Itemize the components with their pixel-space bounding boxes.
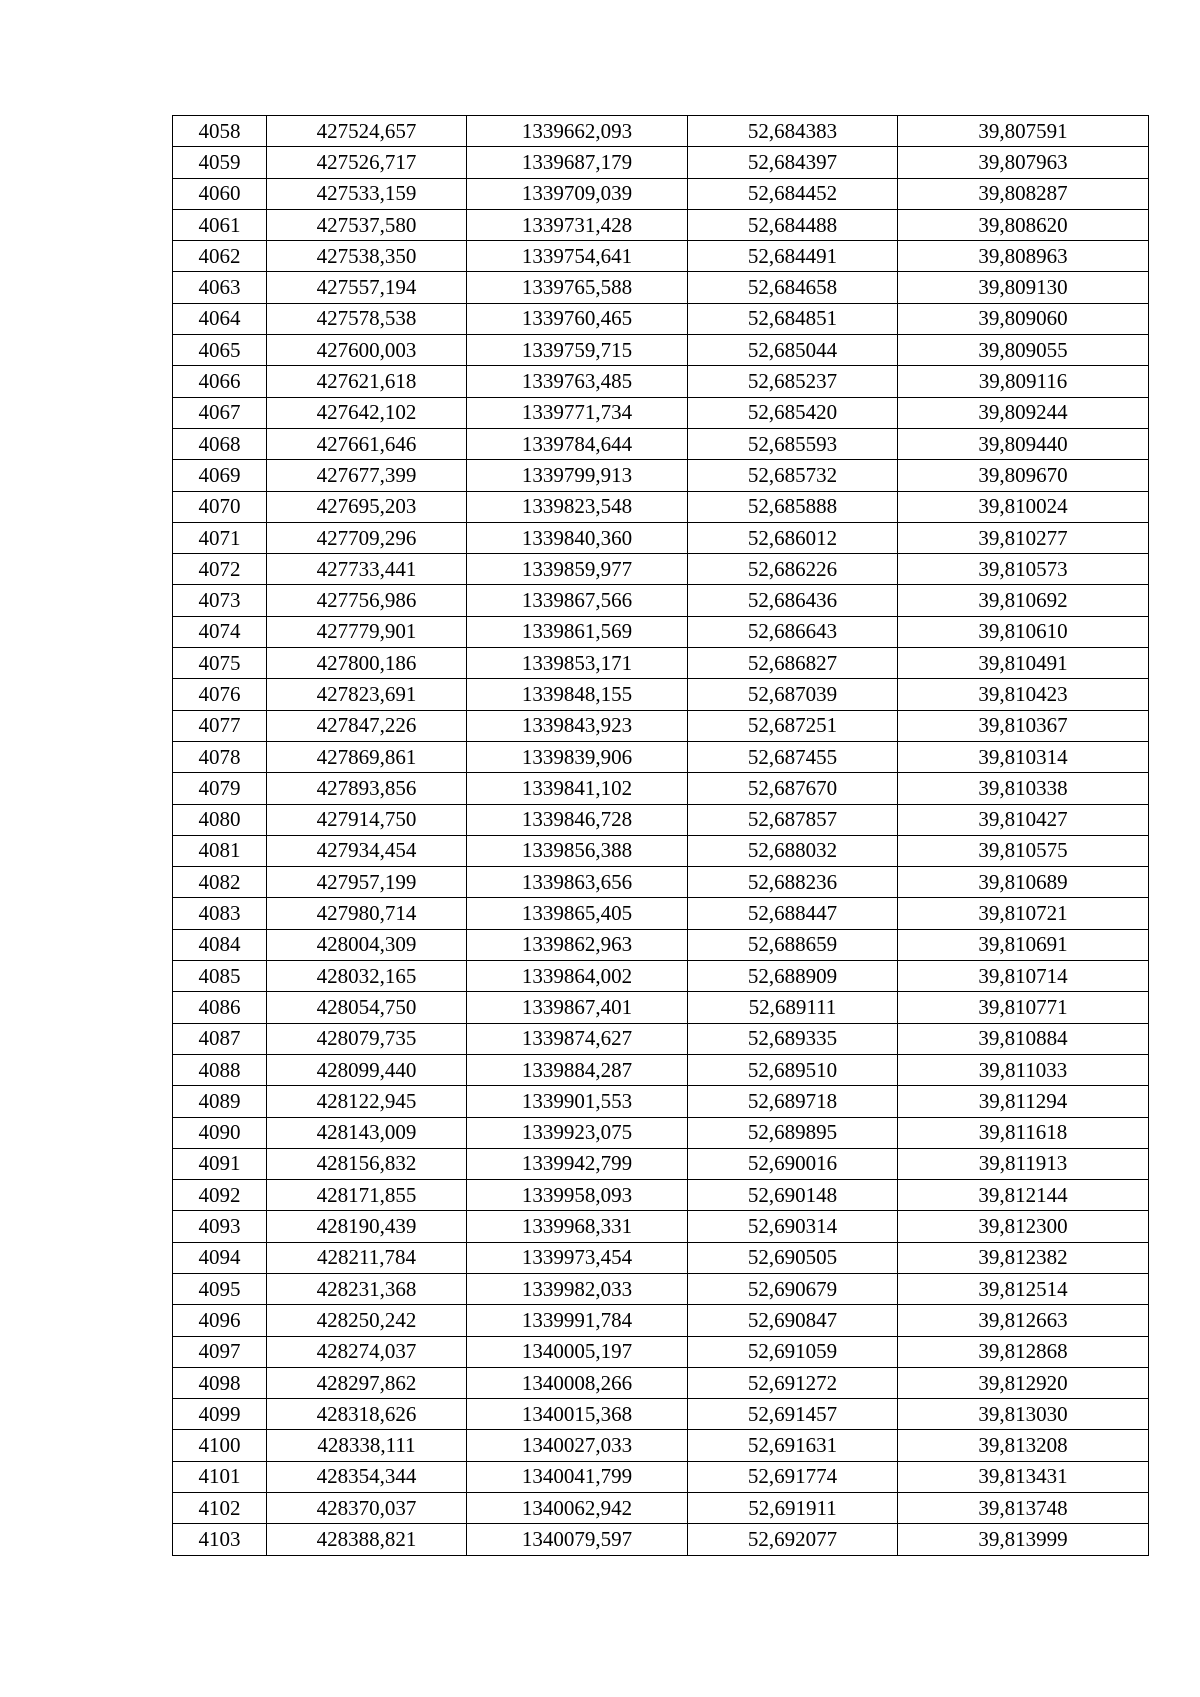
y-coordinate-cell: 1339731,428 — [467, 209, 688, 240]
point-number-cell: 4080 — [173, 804, 267, 835]
point-number-cell: 4060 — [173, 178, 267, 209]
table-row — [173, 522, 1149, 553]
x-coordinate-cell: 427578,538 — [267, 303, 467, 334]
point-number-cell: 4096 — [173, 1305, 267, 1336]
point-number-cell: 4102 — [173, 1493, 267, 1524]
longitude-cell: 39,810692 — [898, 585, 1149, 616]
x-coordinate-cell: 427893,856 — [267, 773, 467, 804]
latitude-cell: 52,691457 — [688, 1399, 898, 1430]
longitude-cell: 39,812663 — [898, 1305, 1149, 1336]
latitude-cell: 52,690148 — [688, 1180, 898, 1211]
latitude-cell: 52,688236 — [688, 867, 898, 898]
x-coordinate-cell: 428354,344 — [267, 1461, 467, 1492]
latitude-cell: 52,692077 — [688, 1524, 898, 1555]
table-row — [173, 209, 1149, 240]
latitude-cell: 52,685420 — [688, 397, 898, 428]
x-coordinate-cell: 427642,102 — [267, 397, 467, 428]
longitude-cell: 39,811033 — [898, 1054, 1149, 1085]
y-coordinate-cell: 1339856,388 — [467, 835, 688, 866]
latitude-cell: 52,689111 — [688, 992, 898, 1023]
latitude-cell: 52,684452 — [688, 178, 898, 209]
x-coordinate-cell: 427957,199 — [267, 867, 467, 898]
longitude-cell: 39,810714 — [898, 961, 1149, 992]
y-coordinate-cell: 1339864,002 — [467, 961, 688, 992]
longitude-cell: 39,810691 — [898, 929, 1149, 960]
latitude-cell: 52,688909 — [688, 961, 898, 992]
y-coordinate-cell: 1339884,287 — [467, 1054, 688, 1085]
point-number-cell: 4077 — [173, 710, 267, 741]
y-coordinate-cell: 1339942,799 — [467, 1148, 688, 1179]
longitude-cell: 39,810721 — [898, 898, 1149, 929]
point-number-cell: 4079 — [173, 773, 267, 804]
table-row — [173, 1367, 1149, 1398]
latitude-cell: 52,684658 — [688, 272, 898, 303]
y-coordinate-cell: 1339862,963 — [467, 929, 688, 960]
y-coordinate-cell: 1340079,597 — [467, 1524, 688, 1555]
x-coordinate-cell: 428338,111 — [267, 1430, 467, 1461]
x-coordinate-cell: 428156,832 — [267, 1148, 467, 1179]
longitude-cell: 39,809130 — [898, 272, 1149, 303]
y-coordinate-cell: 1339771,734 — [467, 397, 688, 428]
latitude-cell: 52,685888 — [688, 491, 898, 522]
latitude-cell: 52,691774 — [688, 1461, 898, 1492]
table-row — [173, 1273, 1149, 1304]
table-row — [173, 585, 1149, 616]
point-number-cell: 4071 — [173, 522, 267, 553]
y-coordinate-cell: 1339760,465 — [467, 303, 688, 334]
x-coordinate-cell: 427524,657 — [267, 116, 467, 147]
latitude-cell: 52,684851 — [688, 303, 898, 334]
x-coordinate-cell: 428143,009 — [267, 1117, 467, 1148]
latitude-cell: 52,686827 — [688, 648, 898, 679]
longitude-cell: 39,810575 — [898, 835, 1149, 866]
longitude-cell: 39,810277 — [898, 522, 1149, 553]
point-number-cell: 4065 — [173, 335, 267, 366]
point-number-cell: 4087 — [173, 1023, 267, 1054]
table-row — [173, 835, 1149, 866]
table-row — [173, 804, 1149, 835]
y-coordinate-cell: 1339901,553 — [467, 1086, 688, 1117]
longitude-cell: 39,810367 — [898, 710, 1149, 741]
y-coordinate-cell: 1339973,454 — [467, 1242, 688, 1273]
longitude-cell: 39,813030 — [898, 1399, 1149, 1430]
table-row — [173, 961, 1149, 992]
point-number-cell: 4099 — [173, 1399, 267, 1430]
latitude-cell: 52,689718 — [688, 1086, 898, 1117]
table-row — [173, 1180, 1149, 1211]
longitude-cell: 39,809244 — [898, 397, 1149, 428]
longitude-cell: 39,810573 — [898, 554, 1149, 585]
point-number-cell: 4072 — [173, 554, 267, 585]
x-coordinate-cell: 428054,750 — [267, 992, 467, 1023]
coordinates-table — [172, 115, 1149, 1556]
point-number-cell: 4090 — [173, 1117, 267, 1148]
longitude-cell: 39,809055 — [898, 335, 1149, 366]
latitude-cell: 52,684488 — [688, 209, 898, 240]
y-coordinate-cell: 1339991,784 — [467, 1305, 688, 1336]
point-number-cell: 4073 — [173, 585, 267, 616]
point-number-cell: 4064 — [173, 303, 267, 334]
latitude-cell: 52,684491 — [688, 241, 898, 272]
x-coordinate-cell: 428388,821 — [267, 1524, 467, 1555]
point-number-cell: 4095 — [173, 1273, 267, 1304]
y-coordinate-cell: 1340005,197 — [467, 1336, 688, 1367]
latitude-cell: 52,689895 — [688, 1117, 898, 1148]
point-number-cell: 4092 — [173, 1180, 267, 1211]
latitude-cell: 52,691059 — [688, 1336, 898, 1367]
table-row — [173, 929, 1149, 960]
longitude-cell: 39,810610 — [898, 616, 1149, 647]
y-coordinate-cell: 1339968,331 — [467, 1211, 688, 1242]
y-coordinate-cell: 1339859,977 — [467, 554, 688, 585]
coordinates-table-body — [173, 116, 1149, 1556]
latitude-cell: 52,687670 — [688, 773, 898, 804]
point-number-cell: 4074 — [173, 616, 267, 647]
point-number-cell: 4093 — [173, 1211, 267, 1242]
x-coordinate-cell: 427756,986 — [267, 585, 467, 616]
latitude-cell: 52,685593 — [688, 428, 898, 459]
longitude-cell: 39,809060 — [898, 303, 1149, 334]
latitude-cell: 52,686226 — [688, 554, 898, 585]
longitude-cell: 39,813999 — [898, 1524, 1149, 1555]
x-coordinate-cell: 427538,350 — [267, 241, 467, 272]
y-coordinate-cell: 1339848,155 — [467, 679, 688, 710]
table-row — [173, 1336, 1149, 1367]
latitude-cell: 52,691272 — [688, 1367, 898, 1398]
table-row — [173, 741, 1149, 772]
point-number-cell: 4081 — [173, 835, 267, 866]
table-row — [173, 303, 1149, 334]
y-coordinate-cell: 1339861,569 — [467, 616, 688, 647]
table-row — [173, 1023, 1149, 1054]
y-coordinate-cell: 1339874,627 — [467, 1023, 688, 1054]
table-row — [173, 1399, 1149, 1430]
point-number-cell: 4085 — [173, 961, 267, 992]
y-coordinate-cell: 1339863,656 — [467, 867, 688, 898]
y-coordinate-cell: 1339763,485 — [467, 366, 688, 397]
latitude-cell: 52,690847 — [688, 1305, 898, 1336]
table-row — [173, 397, 1149, 428]
point-number-cell: 4059 — [173, 147, 267, 178]
x-coordinate-cell: 428032,165 — [267, 961, 467, 992]
longitude-cell: 39,812514 — [898, 1273, 1149, 1304]
point-number-cell: 4088 — [173, 1054, 267, 1085]
point-number-cell: 4076 — [173, 679, 267, 710]
x-coordinate-cell: 427869,861 — [267, 741, 467, 772]
point-number-cell: 4084 — [173, 929, 267, 960]
x-coordinate-cell: 427823,691 — [267, 679, 467, 710]
y-coordinate-cell: 1339662,093 — [467, 116, 688, 147]
table-row — [173, 491, 1149, 522]
y-coordinate-cell: 1340027,033 — [467, 1430, 688, 1461]
table-row — [173, 272, 1149, 303]
latitude-cell: 52,685732 — [688, 460, 898, 491]
x-coordinate-cell: 427779,901 — [267, 616, 467, 647]
x-coordinate-cell: 427847,226 — [267, 710, 467, 741]
longitude-cell: 39,810884 — [898, 1023, 1149, 1054]
table-row — [173, 1430, 1149, 1461]
table-row — [173, 773, 1149, 804]
point-number-cell: 4103 — [173, 1524, 267, 1555]
longitude-cell: 39,810314 — [898, 741, 1149, 772]
x-coordinate-cell: 427537,580 — [267, 209, 467, 240]
latitude-cell: 52,689335 — [688, 1023, 898, 1054]
x-coordinate-cell: 428004,309 — [267, 929, 467, 960]
longitude-cell: 39,811294 — [898, 1086, 1149, 1117]
longitude-cell: 39,807591 — [898, 116, 1149, 147]
x-coordinate-cell: 427557,194 — [267, 272, 467, 303]
longitude-cell: 39,812144 — [898, 1180, 1149, 1211]
table-row — [173, 1242, 1149, 1273]
point-number-cell: 4098 — [173, 1367, 267, 1398]
y-coordinate-cell: 1339865,405 — [467, 898, 688, 929]
longitude-cell: 39,812382 — [898, 1242, 1149, 1273]
y-coordinate-cell: 1340008,266 — [467, 1367, 688, 1398]
point-number-cell: 4094 — [173, 1242, 267, 1273]
y-coordinate-cell: 1339843,923 — [467, 710, 688, 741]
table-row — [173, 1493, 1149, 1524]
x-coordinate-cell: 427600,003 — [267, 335, 467, 366]
x-coordinate-cell: 427980,714 — [267, 898, 467, 929]
point-number-cell: 4078 — [173, 741, 267, 772]
latitude-cell: 52,689510 — [688, 1054, 898, 1085]
y-coordinate-cell: 1339799,913 — [467, 460, 688, 491]
y-coordinate-cell: 1340041,799 — [467, 1461, 688, 1492]
x-coordinate-cell: 427934,454 — [267, 835, 467, 866]
table-row — [173, 428, 1149, 459]
longitude-cell: 39,812868 — [898, 1336, 1149, 1367]
point-number-cell: 4086 — [173, 992, 267, 1023]
x-coordinate-cell: 428318,626 — [267, 1399, 467, 1430]
point-number-cell: 4067 — [173, 397, 267, 428]
latitude-cell: 52,684383 — [688, 116, 898, 147]
table-row — [173, 1148, 1149, 1179]
point-number-cell: 4097 — [173, 1336, 267, 1367]
table-row — [173, 554, 1149, 585]
y-coordinate-cell: 1339841,102 — [467, 773, 688, 804]
point-number-cell: 4066 — [173, 366, 267, 397]
longitude-cell: 39,809440 — [898, 428, 1149, 459]
y-coordinate-cell: 1339709,039 — [467, 178, 688, 209]
longitude-cell: 39,807963 — [898, 147, 1149, 178]
x-coordinate-cell: 428122,945 — [267, 1086, 467, 1117]
point-number-cell: 4100 — [173, 1430, 267, 1461]
latitude-cell: 52,691631 — [688, 1430, 898, 1461]
latitude-cell: 52,688447 — [688, 898, 898, 929]
latitude-cell: 52,688032 — [688, 835, 898, 866]
y-coordinate-cell: 1339923,075 — [467, 1117, 688, 1148]
y-coordinate-cell: 1339867,401 — [467, 992, 688, 1023]
table-row — [173, 335, 1149, 366]
longitude-cell: 39,810491 — [898, 648, 1149, 679]
latitude-cell: 52,691911 — [688, 1493, 898, 1524]
x-coordinate-cell: 427661,646 — [267, 428, 467, 459]
y-coordinate-cell: 1340062,942 — [467, 1493, 688, 1524]
table-row — [173, 147, 1149, 178]
latitude-cell: 52,686436 — [688, 585, 898, 616]
table-row — [173, 1086, 1149, 1117]
longitude-cell: 39,812300 — [898, 1211, 1149, 1242]
table-row — [173, 710, 1149, 741]
x-coordinate-cell: 428370,037 — [267, 1493, 467, 1524]
y-coordinate-cell: 1339759,715 — [467, 335, 688, 366]
table-row — [173, 116, 1149, 147]
longitude-cell: 39,809670 — [898, 460, 1149, 491]
y-coordinate-cell: 1340015,368 — [467, 1399, 688, 1430]
longitude-cell: 39,810024 — [898, 491, 1149, 522]
x-coordinate-cell: 428099,440 — [267, 1054, 467, 1085]
longitude-cell: 39,808287 — [898, 178, 1149, 209]
latitude-cell: 52,687455 — [688, 741, 898, 772]
x-coordinate-cell: 428211,784 — [267, 1242, 467, 1273]
y-coordinate-cell: 1339784,644 — [467, 428, 688, 459]
x-coordinate-cell: 427709,296 — [267, 522, 467, 553]
point-number-cell: 4075 — [173, 648, 267, 679]
x-coordinate-cell: 428190,439 — [267, 1211, 467, 1242]
table-row — [173, 366, 1149, 397]
y-coordinate-cell: 1339687,179 — [467, 147, 688, 178]
table-row — [173, 679, 1149, 710]
longitude-cell: 39,810338 — [898, 773, 1149, 804]
table-row — [173, 898, 1149, 929]
y-coordinate-cell: 1339840,360 — [467, 522, 688, 553]
longitude-cell: 39,808620 — [898, 209, 1149, 240]
table-row — [173, 648, 1149, 679]
table-row — [173, 616, 1149, 647]
point-number-cell: 4089 — [173, 1086, 267, 1117]
point-number-cell: 4062 — [173, 241, 267, 272]
x-coordinate-cell: 428079,735 — [267, 1023, 467, 1054]
longitude-cell: 39,810423 — [898, 679, 1149, 710]
point-number-cell: 4061 — [173, 209, 267, 240]
x-coordinate-cell: 428274,037 — [267, 1336, 467, 1367]
table-row — [173, 1524, 1149, 1555]
longitude-cell: 39,811618 — [898, 1117, 1149, 1148]
x-coordinate-cell: 427695,203 — [267, 491, 467, 522]
y-coordinate-cell: 1339765,588 — [467, 272, 688, 303]
y-coordinate-cell: 1339982,033 — [467, 1273, 688, 1304]
point-number-cell: 4083 — [173, 898, 267, 929]
point-number-cell: 4070 — [173, 491, 267, 522]
longitude-cell: 39,810771 — [898, 992, 1149, 1023]
x-coordinate-cell: 427621,618 — [267, 366, 467, 397]
longitude-cell: 39,809116 — [898, 366, 1149, 397]
y-coordinate-cell: 1339958,093 — [467, 1180, 688, 1211]
longitude-cell: 39,810427 — [898, 804, 1149, 835]
x-coordinate-cell: 427526,717 — [267, 147, 467, 178]
longitude-cell: 39,812920 — [898, 1367, 1149, 1398]
latitude-cell: 52,685044 — [688, 335, 898, 366]
point-number-cell: 4091 — [173, 1148, 267, 1179]
latitude-cell: 52,687251 — [688, 710, 898, 741]
latitude-cell: 52,684397 — [688, 147, 898, 178]
longitude-cell: 39,811913 — [898, 1148, 1149, 1179]
point-number-cell: 4068 — [173, 428, 267, 459]
table-row — [173, 1117, 1149, 1148]
longitude-cell: 39,813431 — [898, 1461, 1149, 1492]
table-row — [173, 1305, 1149, 1336]
latitude-cell: 52,685237 — [688, 366, 898, 397]
x-coordinate-cell: 428250,242 — [267, 1305, 467, 1336]
x-coordinate-cell: 427677,399 — [267, 460, 467, 491]
longitude-cell: 39,813208 — [898, 1430, 1149, 1461]
x-coordinate-cell: 427533,159 — [267, 178, 467, 209]
x-coordinate-cell: 428231,368 — [267, 1273, 467, 1304]
table-row — [173, 1211, 1149, 1242]
y-coordinate-cell: 1339853,171 — [467, 648, 688, 679]
latitude-cell: 52,687857 — [688, 804, 898, 835]
table-row — [173, 867, 1149, 898]
x-coordinate-cell: 427800,186 — [267, 648, 467, 679]
table-row — [173, 1461, 1149, 1492]
longitude-cell: 39,810689 — [898, 867, 1149, 898]
y-coordinate-cell: 1339846,728 — [467, 804, 688, 835]
y-coordinate-cell: 1339754,641 — [467, 241, 688, 272]
y-coordinate-cell: 1339839,906 — [467, 741, 688, 772]
table-row — [173, 1054, 1149, 1085]
y-coordinate-cell: 1339823,548 — [467, 491, 688, 522]
latitude-cell: 52,690505 — [688, 1242, 898, 1273]
point-number-cell: 4069 — [173, 460, 267, 491]
table-row — [173, 241, 1149, 272]
x-coordinate-cell: 428171,855 — [267, 1180, 467, 1211]
latitude-cell: 52,690016 — [688, 1148, 898, 1179]
latitude-cell: 52,686643 — [688, 616, 898, 647]
latitude-cell: 52,690679 — [688, 1273, 898, 1304]
latitude-cell: 52,686012 — [688, 522, 898, 553]
longitude-cell: 39,808963 — [898, 241, 1149, 272]
point-number-cell: 4058 — [173, 116, 267, 147]
x-coordinate-cell: 427914,750 — [267, 804, 467, 835]
latitude-cell: 52,690314 — [688, 1211, 898, 1242]
y-coordinate-cell: 1339867,566 — [467, 585, 688, 616]
longitude-cell: 39,813748 — [898, 1493, 1149, 1524]
x-coordinate-cell: 427733,441 — [267, 554, 467, 585]
table-row — [173, 178, 1149, 209]
latitude-cell: 52,688659 — [688, 929, 898, 960]
point-number-cell: 4063 — [173, 272, 267, 303]
x-coordinate-cell: 428297,862 — [267, 1367, 467, 1398]
table-row — [173, 460, 1149, 491]
point-number-cell: 4082 — [173, 867, 267, 898]
point-number-cell: 4101 — [173, 1461, 267, 1492]
latitude-cell: 52,687039 — [688, 679, 898, 710]
table-row — [173, 992, 1149, 1023]
